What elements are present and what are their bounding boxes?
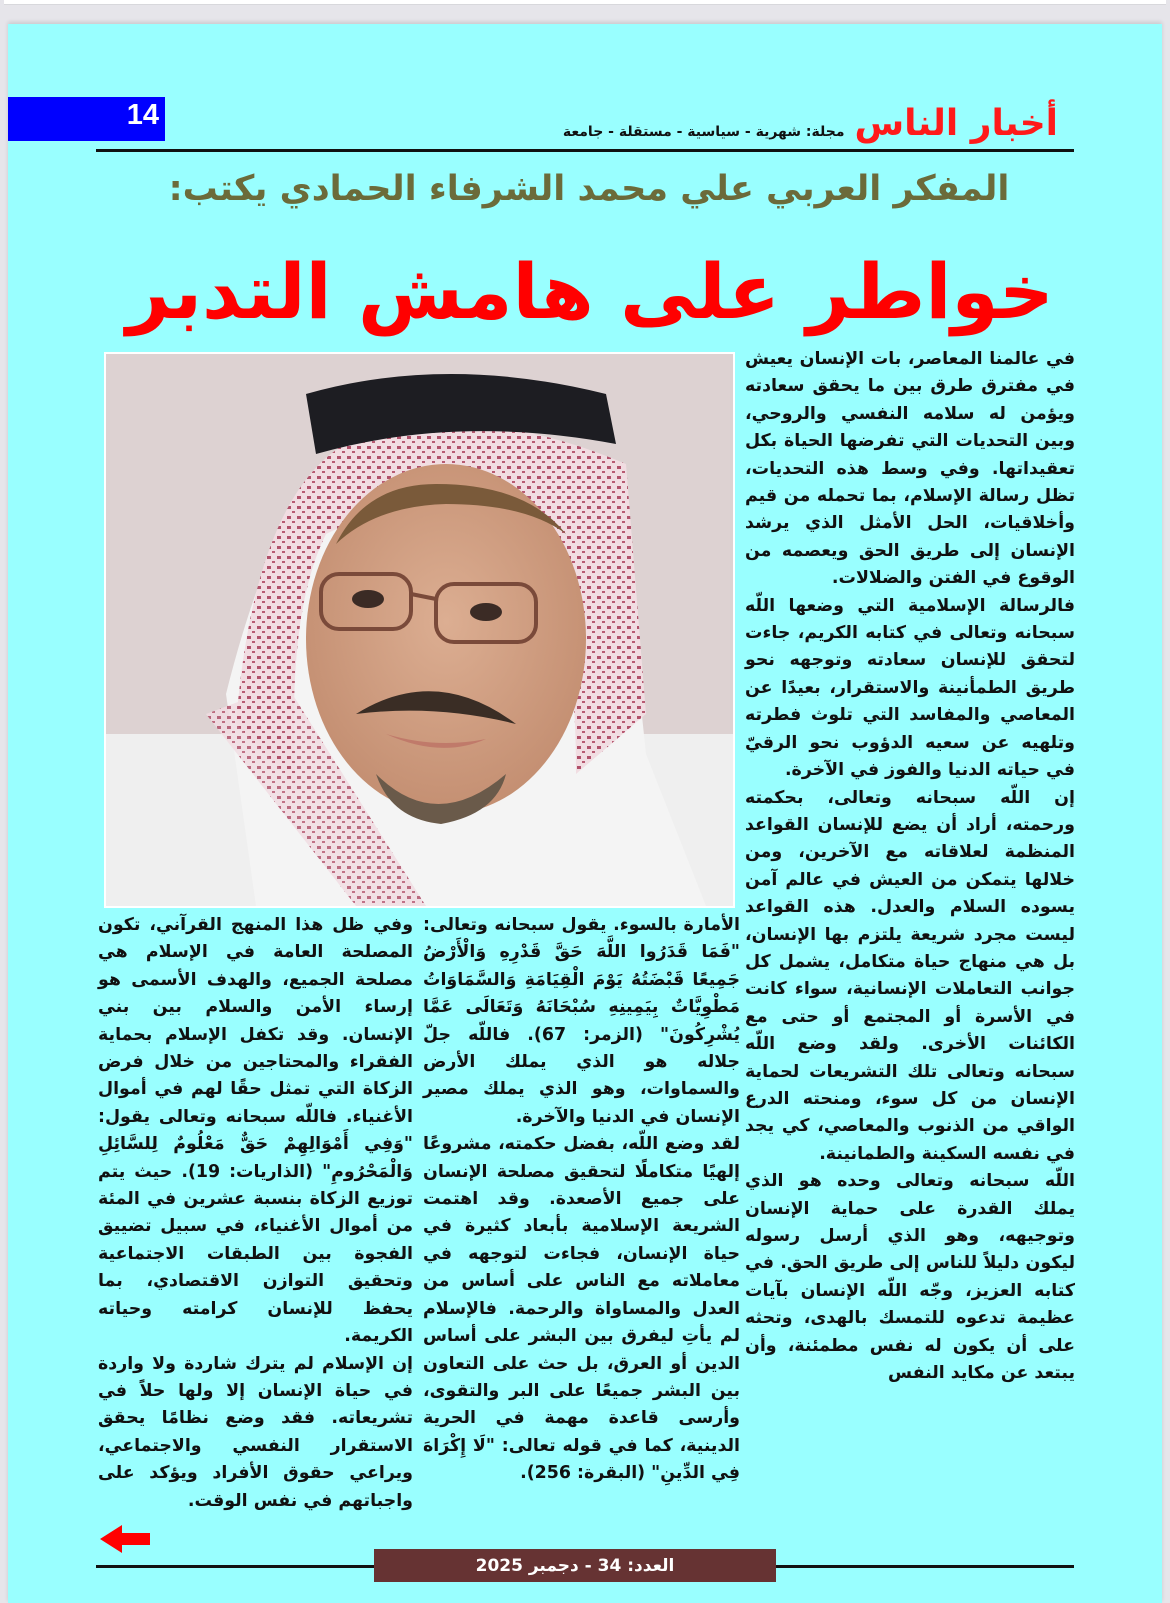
arrow-left-icon[interactable] <box>100 1525 160 1553</box>
paragraph: إن اللّه سبحانه وتعالى، بحكمته ورحمته، أراد أن يضع للإنسان القواعد المنظمة لعلاقاته مع الآخرين، ومن خلالها يتمكن من العيش في عالم آمن يسوده السلام والعدل. هذه القواعد ليست مجرد شريعة يلتزم بها الإنسان، بل هي منهاج حياة متكامل، يشمل كل جوانب التعاملات الإنسانية، سواء كانت في الأسرة أو المجتمع أو حتى مع الكائنات الأخرى. ولقد وضع اللّه سبحانه وتعالى تلك التشريعات لحماية الإنسان من كل سوء، ومنحته الدرع الواقي من الذنوب والمعاصي، كي يجد في نفسه السكينة والطمانينة. <box>745 787 1075 1164</box>
paragraph: اللّه سبحانه وتعالى وحده هو الذي يملك القدرة على حماية الإنسان وتوجيهه، وهو الذي أرسل رسوله ليكون دليلاً للناس إلى طريق الحق. في كتابه العزيز، وجّه اللّه الإنسان بآيات عظيمة تدعوه للتمسك بالهدى، وتحثه على أن يكون له نفس مطمئنة، وأن يبتعد عن مكايد النفس <box>745 1171 1075 1384</box>
portrait-photo-icon <box>106 354 733 906</box>
author-photo <box>104 352 735 908</box>
paragraph: لقد وضع اللّه، بفضل حكمته، مشروعًا إلهيًا متكاملًا لتحقيق مصلحة الإنسان على جميع الأصعدة. وقد اهتمت الشريعة الإسلامية بأبعاد كثيرة في حياة الإنسان، فجاءت لتوجهه في معاملاته مع الناس على أساس من العدل والمساواة والرحمة. فالإسلام لم يأتِ ليفرق بين البشر على أساس الدين أو العرق، بل حث على التعاون بين البشر جميعًا على البر والتقوى، وأرسى قاعدة مهمة في الحرية الدينية، كما في قوله تعالى: "لَا إِكْرَاهَ فِي الدِّينِ" (البقرة: 256). <box>423 1134 740 1484</box>
paragraph: الأمارة بالسوء. يقول سبحانه وتعالى: "فَمَا قَدَرُوا اللَّهَ حَقَّ قَدْرِهِ وَالْأَرْضُ جَمِيعًا قَبْضَتُهُ يَوْمَ الْقِيَامَةِ وَالسَّمَاوَاتُ مَطْوِيَّاتٌ بِيَمِينِهِ سُبْحَانَهُ وَتَعَالَى عَمَّا يُشْرِكُونَ" (الزمر: 67). فاللّه جلّ جلاله هو الذي يملك الأرض والسماوات، وهو الذي يملك مصير الإنسان في الدنيا والآخرة. <box>423 915 741 1127</box>
masthead <box>563 98 1058 148</box>
paragraph: وفي ظل هذا المنهج القرآني، تكون المصلحة العامة في الإسلام هي مصلحة الجميع، والهدف الأسمى هو إرساء الأمن والسلام بين بني الإنسان. وقد تكفل الإسلام بحماية الفقراء والمحتاجين من خلال فرض الزكاة التي تمثل حقًا لهم في أموال الأغنياء. فاللّه سبحانه وتعالى يقول: "وَفِي أَمْوَالِهِمْ حَقٌّ مَعْلُومٌ لِلسَّائِلِ وَالْمَحْرُومِ" (الذاريات: 19). حيث يتم توزيع الزكاة بنسبة عشرين في المئة من أموال الأغنياء، في سبيل تضييق الفجوة بين الطبقات الاجتماعية وتحقيق التوازن الاقتصادي، بما يحفظ للإنسان كرامته وحياته الكريمة. <box>98 915 413 1347</box>
issue-badge <box>374 1549 776 1582</box>
paragraph: في عالمنا المعاصر، بات الإنسان يعيش في مفترق طرق بين ما يحقق سعادته ويؤمن له سلامه النفسي والروحي، وبين التحديات التي تفرضها الحياة بكل تعقيداتها. وفي وسط هذه التحديات، تظل رسالة الإسلام، بما تحمله من قيم وأخلاقيات، الحل الأمثل الذي يرشد الإنسان إلى طريق الحق ويعصمه من الوقوع في الفتن والضلالات. <box>745 349 1075 589</box>
article-column-middle <box>423 912 740 1488</box>
article-headline: خواطر على هامش التدبر <box>126 247 1054 336</box>
paragraph: إن الإسلام لم يترك شاردة ولا واردة في حياة الإنسان إلا ولها حلاً في تشريعاته. فقد وضع نظامًا يحقق الاستقرار النفسي والاجتماعي، ويراعي حقوق الأفراد ويؤكد على واجباتهم في نفس الوقت. <box>98 1353 413 1511</box>
page-number-badge <box>8 97 165 141</box>
paragraph: فالرسالة الإسلامية التي وضعها اللّه سبحانه وتعالى في كتابه الكريم، جاءت لتحقق للإنسان سعادته وتوجهه نحو طريق الطمأنينة والاستقرار، بعيدًا عن المعاصي والمفاسد التي تلوث فطرته وتلهيه عن سعيه الدؤوب نحو الرقيّ في حياته الدنيا والفوز في الآخرة. <box>745 595 1075 781</box>
article-column-right <box>745 346 1075 1387</box>
magazine-page <box>8 24 1162 1603</box>
article-kicker: المفكر العربي علي محمد الشرفاء الحمادي يكتب: <box>168 169 1010 209</box>
issue-label: العدد: 34 - دجمبر 2025 <box>475 1555 675 1576</box>
page-number: 14 <box>126 99 159 131</box>
magazine-tagline: مجلة: شهرية - سياسية - مستقلة - جامعة <box>562 124 845 140</box>
article-column-left <box>98 912 413 1515</box>
magazine-name: أخبار الناس <box>854 103 1058 144</box>
top-strip <box>4 0 1166 5</box>
header-divider <box>96 149 1074 152</box>
